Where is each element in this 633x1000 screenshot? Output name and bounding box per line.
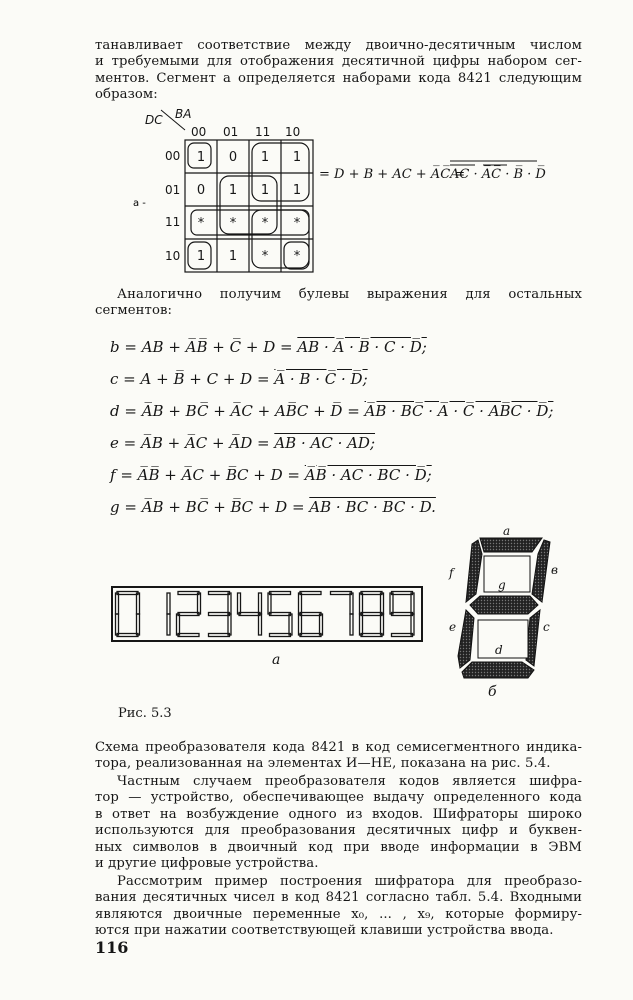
kmap-row-header: 00 — [165, 149, 181, 163]
text-line: Рассмотрим пример построения шифратора для преобразо- — [117, 874, 582, 889]
text-line: сегментов: — [95, 303, 173, 319]
segment-label-g: g — [498, 578, 506, 592]
karnaugh-map — [133, 107, 546, 278]
text-line: в ответ на возбуждение одного из входов. Шифраторы широко — [95, 806, 582, 822]
kmap-corner-row: DC — [145, 113, 163, 127]
kmap-cell: 0 — [196, 183, 206, 198]
digit-8 — [360, 592, 384, 637]
text-line: Частным случаем преобразователя кодов является шифра- — [117, 774, 582, 789]
middle-paragraph — [95, 287, 582, 320]
kmap-cell: 1 — [292, 150, 302, 165]
seven-segment-indicator — [450, 530, 560, 690]
kmap-cell: * — [261, 249, 269, 264]
page-number: 116 — [95, 938, 129, 957]
kmap-col-header: 10 — [285, 125, 301, 139]
kmap-cell: 1 — [228, 249, 238, 264]
segment-e — [458, 610, 474, 668]
digit-4 — [238, 593, 262, 635]
text-line: Схема преобразователя кода 8421 в код семисегментного индика- — [95, 740, 582, 755]
text-line: ются при нажатии соответствующей клавиши устройства ввода. — [95, 923, 554, 939]
kmap-row-header: 11 — [165, 215, 181, 229]
equation-d: d = A̅B + BC̅ + A̅C + AB̅C + D̅ = A̅B · BC̅ · A̅ · C̅ · AB̅C · D̅; — [110, 402, 554, 420]
segment-f — [466, 540, 482, 602]
equation-g: g = A̅B + BC̅ + B̅C + D = AB · BC · BC · D. — [110, 498, 436, 516]
kmap-cell: 1 — [260, 150, 270, 165]
kmap-cell: 0 — [228, 150, 238, 165]
bottom-paragraph-2 — [95, 774, 582, 872]
segment-label-f: f — [449, 566, 454, 580]
kmap-row-header: 10 — [165, 249, 181, 263]
digit-3 — [209, 592, 232, 637]
equation-f: f = A̅B̅ + A̅C + B̅C + D = A̅B̅ · AC · BC · D̅; — [110, 466, 432, 484]
text-line: ментов. Сегмент а определяется наборами кода 8421 следующим — [95, 70, 582, 86]
kmap-cell: * — [229, 216, 237, 231]
segment-label-d: d — [495, 643, 503, 657]
segment-label-e: e — [449, 620, 457, 634]
text-line: и другие цифровые устройства. — [95, 856, 319, 872]
kmap-cell: * — [197, 216, 205, 231]
equation-c: c = A + B̅ + C + D = A̅ · B · C̅ · D̅; — [110, 370, 368, 388]
kmap-cell: 1 — [260, 183, 270, 198]
text-line: танавливает соответствие между двоично-десятичным числом — [95, 38, 582, 53]
text-line: являются двоичные переменные x₀, ... , x₉, которые формиру- — [95, 906, 582, 922]
kmap-cell: 1 — [196, 249, 206, 264]
kmap-cell: 1 — [228, 183, 238, 198]
digit-1 — [167, 593, 170, 635]
segment-d — [462, 662, 534, 678]
kmap-col-header: 01 — [223, 125, 239, 139]
kmap-cell: * — [293, 249, 301, 264]
bottom-paragraph-3 — [95, 874, 582, 940]
kmap-equation-plain: = D + B + AC + A̅C̅ = — [319, 167, 466, 182]
kmap-col-header: 11 — [255, 125, 271, 139]
digit-7 — [331, 592, 354, 636]
equation-b: b = AB + A̅B̅ + C̅ + D = AB · A̅ · B̅ · C · D̅; — [110, 338, 427, 356]
digit-5 — [268, 592, 292, 637]
kmap-corner-col: BA — [175, 107, 192, 121]
kmap-cell: * — [293, 216, 301, 231]
digit-0 — [116, 592, 140, 637]
segment-label-b: в — [551, 563, 558, 577]
kmap-row-header: 01 — [165, 183, 181, 197]
text-line: используются для преобразования десятичных цифр и буквен- — [95, 823, 582, 839]
kmap-cell: 1 — [196, 150, 206, 165]
kmap-side-mark: а - — [133, 198, 146, 209]
kmap-col-header: 00 — [191, 125, 207, 139]
segment-label-a: a — [503, 524, 511, 538]
text-line: тор — устройство, обеспечивающее выдачу определенного кода — [95, 790, 582, 806]
figure-label-b: б — [488, 684, 497, 700]
segment-a — [480, 538, 542, 552]
digit-9 — [390, 592, 414, 637]
text-line: образом: — [95, 87, 158, 103]
digit-row-figure — [112, 587, 432, 643]
intro-paragraph — [95, 38, 582, 104]
kmap-cell: * — [261, 216, 269, 231]
text-line: Аналогично получим булевы выражения для остальных — [117, 287, 582, 302]
bottom-paragraph-1 — [95, 740, 582, 773]
segment-g — [470, 596, 538, 614]
figure-caption: Рис. 5.3 — [118, 706, 172, 721]
segment-label-c: c — [543, 620, 550, 634]
kmap-equation-nand: AC · A̅C̅ · B̅ · D̅ — [450, 167, 546, 182]
digit-2 — [177, 592, 201, 637]
equation-e: e = A̅B + A̅C + A̅D = AB · AC · AD; — [110, 434, 376, 452]
figure-label-a: а — [272, 652, 281, 668]
segment-b — [532, 540, 550, 602]
text-line: тора, реализованная на элементах И—НЕ, показана на рис. 5.4. — [95, 756, 551, 772]
text-line: и требуемыми для отображения десятичной цифры набором сег- — [95, 54, 582, 70]
text-line: ных символов в двоичный код при вводе информации в ЭВМ — [95, 839, 582, 855]
text-line: вания десятичных чисел в код 8421 согласно табл. 5.4. Входными — [95, 890, 582, 906]
kmap-cell: 1 — [292, 183, 302, 198]
digit-6 — [299, 592, 323, 637]
